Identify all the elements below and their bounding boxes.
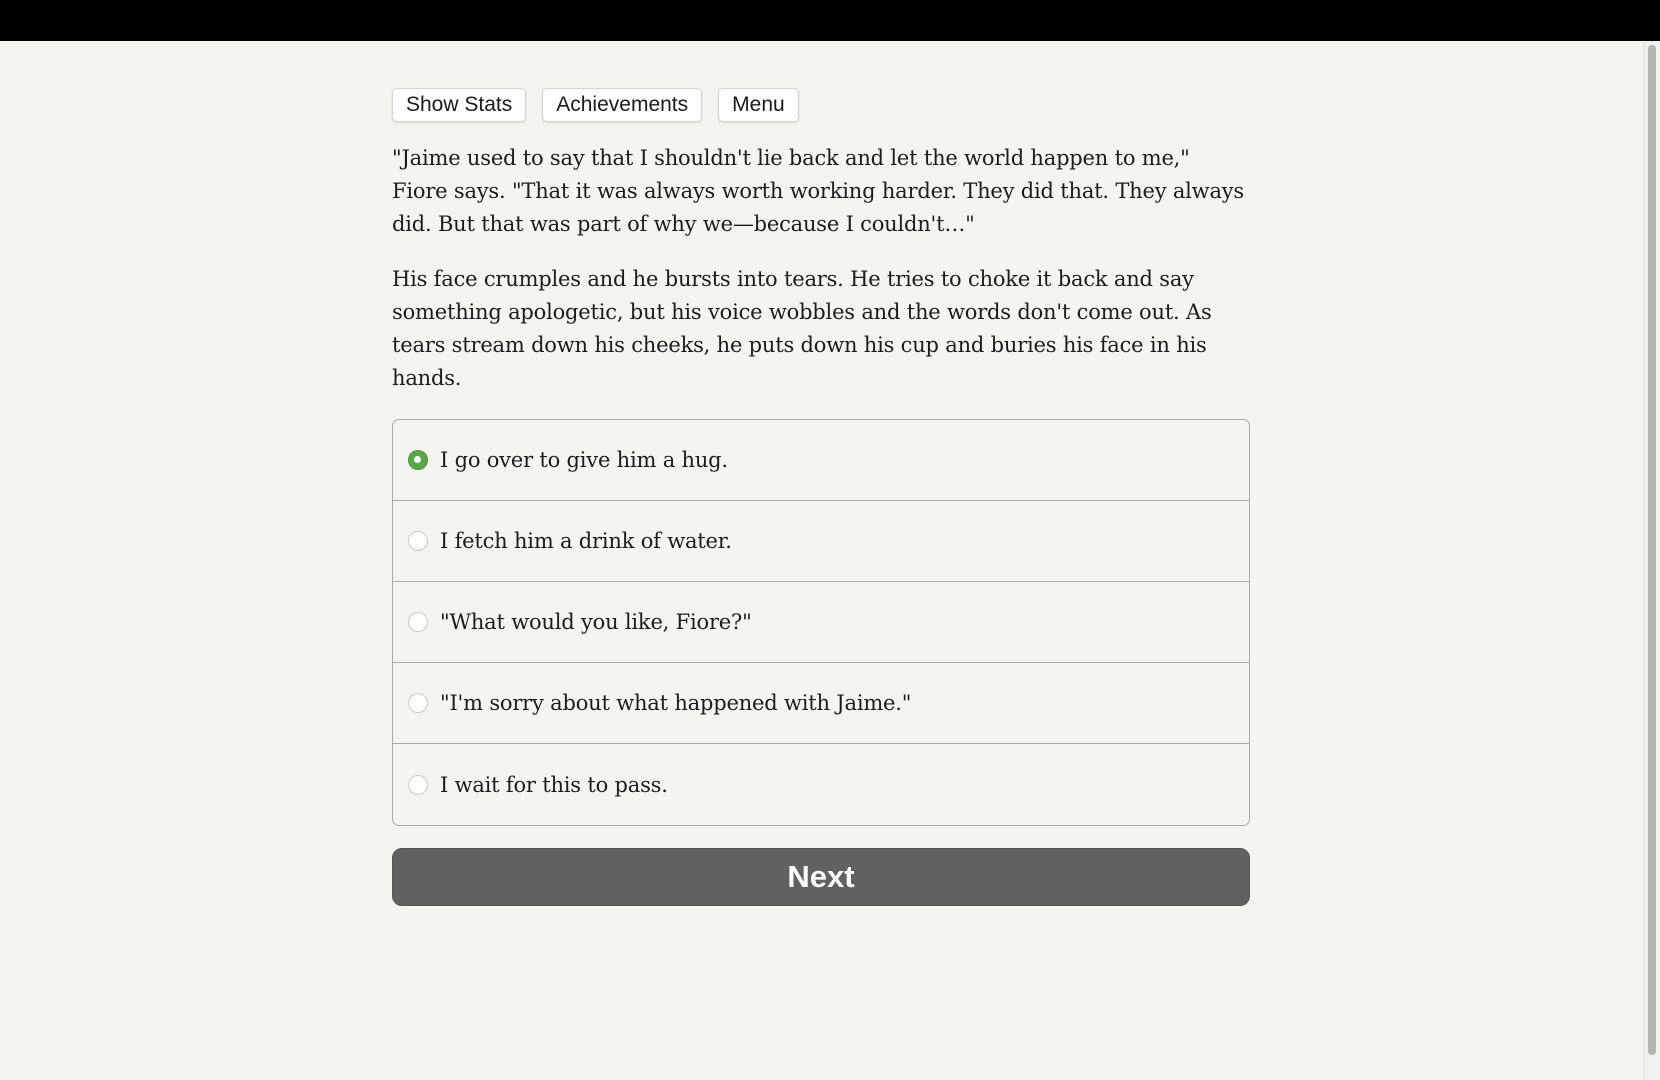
choice-label: I wait for this to pass.: [440, 772, 668, 797]
choice-label: "I'm sorry about what happened with Jaime.": [440, 691, 912, 715]
radio-unselected-icon[interactable]: [408, 531, 428, 551]
scrollbar-thumb[interactable]: [1648, 45, 1656, 1055]
choice-option-ask[interactable]: [393, 582, 1249, 663]
achievements-button[interactable]: Achievements: [542, 88, 702, 122]
next-button[interactable]: Next: [392, 848, 1250, 906]
window-top-bar: [0, 0, 1660, 41]
menu-button[interactable]: Menu: [718, 88, 799, 122]
vertical-scrollbar[interactable]: [1643, 41, 1660, 1080]
choice-option-water[interactable]: [393, 501, 1249, 582]
choice-label: I fetch him a drink of water.: [440, 529, 732, 553]
choice-label: I go over to give him a hug.: [440, 448, 728, 472]
radio-unselected-icon[interactable]: [408, 693, 428, 713]
story-paragraph-1: "Jaime used to say that I shouldn't lie back and let the world happen to me," Fiore says. "That it was always worth working harder. They did that. They always did. But that was part of why we—because I couldn't…": [392, 146, 1245, 236]
game-content: [392, 88, 1252, 906]
radio-selected-icon[interactable]: [408, 450, 428, 470]
choice-option-sorry[interactable]: [393, 663, 1249, 744]
choice-option-wait[interactable]: [393, 744, 1249, 825]
toolbar: [392, 88, 1252, 122]
story-paragraph-2: His face crumples and he bursts into tears. He tries to choke it back and say something apologetic, but his voice wobbles and the words don't come out. As tears stream down his cheeks, he puts down his cup and buries his face in his hands.: [392, 267, 1212, 390]
choice-label: "What would you like, Fiore?": [440, 610, 752, 634]
show-stats-button[interactable]: Show Stats: [392, 88, 526, 122]
radio-unselected-icon[interactable]: [408, 612, 428, 632]
radio-unselected-icon[interactable]: [408, 775, 428, 795]
choice-list: [392, 419, 1250, 826]
choice-option-hug[interactable]: [393, 420, 1249, 501]
